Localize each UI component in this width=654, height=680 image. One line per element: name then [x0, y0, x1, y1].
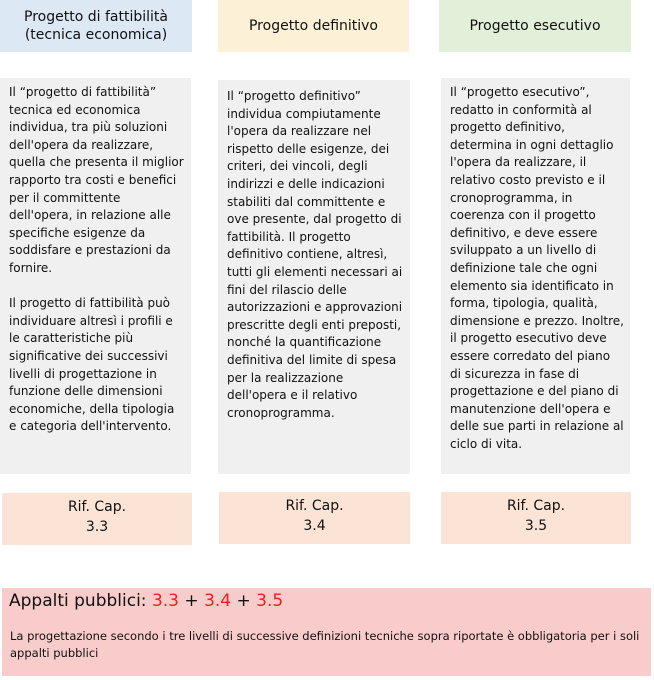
ref-definitivo-number: 3.4 [303, 518, 326, 534]
ref-esecutivo [441, 492, 631, 544]
header-fattibilita [0, 0, 192, 52]
footer-appalti-pubblici [2, 588, 651, 676]
description-fattibilita [0, 78, 191, 474]
header-definitivo-label: Progetto definitivo [248, 18, 378, 34]
footer-title [9, 590, 283, 612]
ref-fattibilita [2, 493, 192, 545]
footer-title-label: Appalti pubblici: [9, 591, 147, 611]
ref-fattibilita-label: Rif. Cap. [67, 499, 127, 515]
description-esecutivo [441, 78, 630, 474]
header-definitivo [218, 0, 409, 52]
header-fattibilita-line2: (tecnica economica) [24, 27, 168, 43]
ref-esecutivo-number: 3.5 [524, 518, 548, 534]
header-esecutivo [439, 0, 631, 52]
footer-ref-3-3: 3.3 [151, 591, 179, 611]
ref-esecutivo-label: Rif. Cap. [506, 498, 566, 514]
description-fattibilita-p2: Il progetto di fattibilità può individuare altresì i profili e le caratteristiche più significative dei successivi livelli di progettazione in funzione delle dimensioni economiche, della tipologia e categoria dell'intervento. [9, 296, 175, 434]
footer-ref-3-5: 3.5 [256, 591, 284, 611]
ref-fattibilita-number: 3.3 [85, 519, 109, 535]
description-fattibilita-p1: Il “progetto di fattibilità” tecnica ed economica individua, tra più soluzioni dell'opera da realizzare, quella che presenta il miglior rapporto tra costi e benefici per il committente dell'opera, in relazione alle specifiche esigenze da soddisfare e prestazioni da fornire. [9, 85, 184, 275]
ref-definitivo-label: Rif. Cap. [285, 498, 344, 514]
header-esecutivo-label: Progetto esecutivo [469, 18, 601, 34]
footer-plus-1: + [184, 591, 199, 611]
description-definitivo-p1: Il “progetto definitivo” individua compiutamente l'opera da realizzare nel rispetto delle esigenze, dei criteri, dei vincoli, degli indirizzi e delle indicazioni stabiliti dal committente e ove presente, dal progetto di fattibilità. Il progetto definitivo contiene, altresì, tutti gli elementi necessari ai fini del rilascio delle autorizzazioni e approvazioni prescritte degli enti preposti, nonché la quantificazione definitiva del limite di spesa per la realizzazione dell'opera e il relativo cronoprogramma. [227, 89, 403, 420]
ref-definitivo [219, 492, 410, 544]
footer-plus-2: + [236, 591, 251, 611]
footer-note: La progettazione secondo i tre livelli di successive definizioni tecniche sopra riportate è obbligatoria per i soli appalti pubblici [10, 629, 640, 660]
footer-ref-3-4: 3.4 [204, 591, 232, 611]
header-fattibilita-line1: Progetto di fattibilità [24, 9, 168, 25]
description-esecutivo-p1: Il “progetto esecutivo”, redatto in conformità al progetto definitivo, determina in ogni dettaglio l'opera da realizzare, il relativo costo previsto e il cronoprogramma, in coerenza con il progetto definitivo, e deve essere sviluppato a un livello di definizione tale che ogni elemento sia identificato in forma, tipologia, qualità, dimensione e prezzo. Inoltre, il progetto esecutivo deve essere corredato del piano di sicurezza in fase di progettazione e del piano di manutenzione dell'opera e delle sue parti in relazione al ciclo di vita. [450, 85, 624, 451]
description-definitivo [218, 80, 410, 474]
